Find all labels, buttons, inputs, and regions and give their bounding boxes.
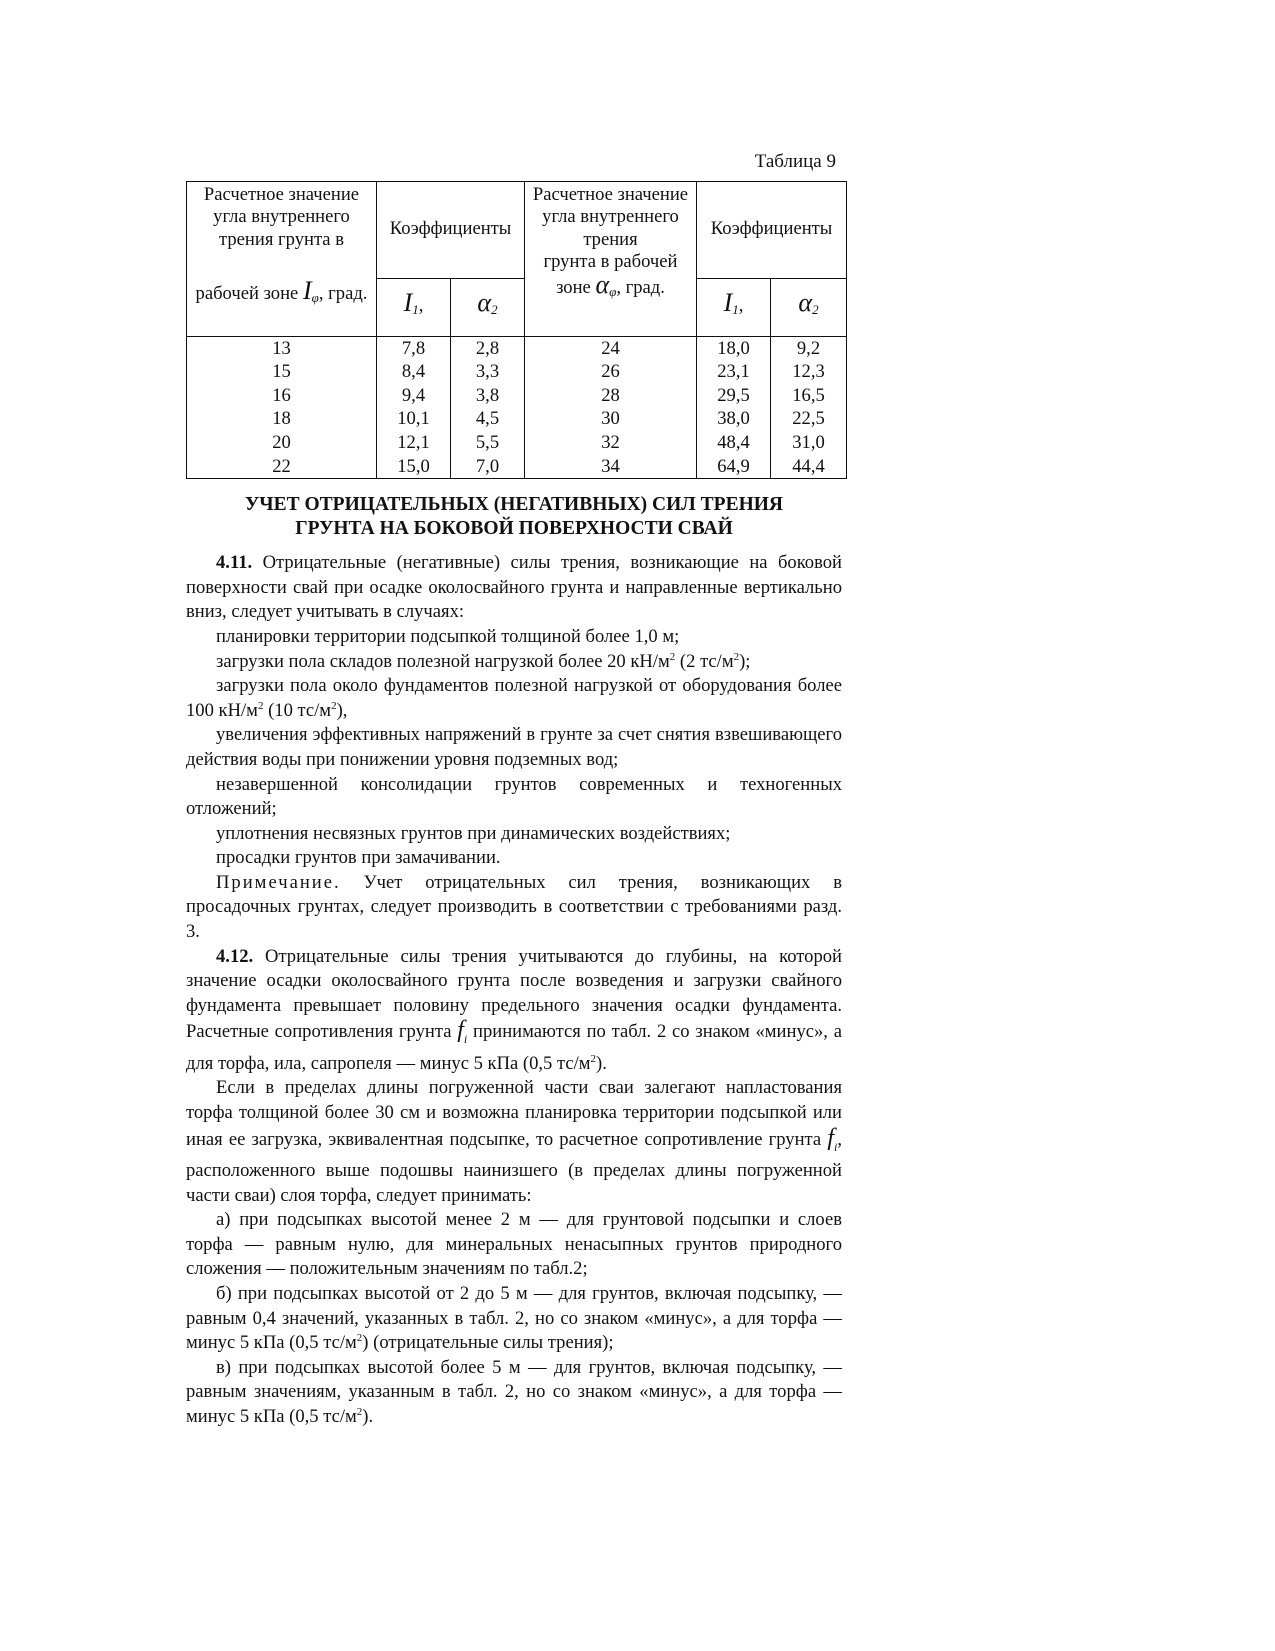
clause-number: 4.12. <box>216 945 254 967</box>
superscript: 2 <box>356 1331 363 1344</box>
cell: 15 <box>187 360 377 384</box>
header-I1-right <box>697 278 771 336</box>
col4-header-unit: , град. <box>616 276 665 298</box>
cell: 16 <box>187 384 377 408</box>
superscript: 2 <box>590 1052 597 1065</box>
cell: 18,0 <box>697 336 771 360</box>
heading-line-1: УЧЕТ ОТРИЦАТЕЛЬНЫХ (НЕГАТИВНЫХ) СИЛ ТРЕНИЯ <box>244 494 783 516</box>
cell: 12,3 <box>771 360 847 384</box>
cell: 12,1 <box>377 431 451 455</box>
text: ) (отрицательные силы трения); <box>362 1332 614 1354</box>
symbol-f: f <box>827 1124 834 1151</box>
list-item-b <box>186 1282 842 1356</box>
text: , расположенного выше подошвы наинизшего (в пределах длины погруженной части сваи) слоя торфа, следует принимать: <box>186 1128 842 1206</box>
col1-header <box>187 181 377 336</box>
coef-header-left: Коэффициенты <box>377 181 525 278</box>
text: ); <box>739 650 751 672</box>
symbol-I-2: I <box>403 288 413 318</box>
cell: 7,0 <box>451 455 525 479</box>
superscript: 2 <box>257 699 264 712</box>
cell: 48,4 <box>697 431 771 455</box>
symbol-alpha: α <box>595 269 610 299</box>
paragraph-4-11 <box>186 551 842 625</box>
cell: 20 <box>187 431 377 455</box>
text: загрузки пола около фундаментов полезной нагрузкой от оборудования более 100 кН/м <box>186 675 842 721</box>
cell: 8,4 <box>377 360 451 384</box>
table-row <box>187 431 847 455</box>
cell: 23,1 <box>697 360 771 384</box>
header-I1-left <box>377 278 451 336</box>
cell: 34 <box>525 455 697 479</box>
cell: 38,0 <box>697 407 771 431</box>
col4-header-text-2: грунта в рабочей зоне <box>543 251 678 298</box>
list-item: уплотнения несвязных грунтов при динамических воздействиях; <box>216 822 731 844</box>
cell: 18 <box>187 407 377 431</box>
coef-header-right: Коэффициенты <box>697 181 847 278</box>
cell: 13 <box>187 336 377 360</box>
cell: 3,3 <box>451 360 525 384</box>
cell: 44,4 <box>771 455 847 479</box>
clause-number: 4.11. <box>216 552 253 574</box>
cell: 10,1 <box>377 407 451 431</box>
cell: 26 <box>525 360 697 384</box>
symbol-I: I <box>302 275 312 305</box>
sub-1: 1 <box>412 302 419 318</box>
symbol-alpha-3: α <box>798 288 813 318</box>
cell: 9,4 <box>377 384 451 408</box>
list-item-c <box>186 1356 842 1430</box>
comma-b: , <box>738 295 744 317</box>
col4-header <box>525 181 697 336</box>
symbol-I-3: I <box>723 288 733 318</box>
superscript: 2 <box>356 1405 363 1418</box>
cell: 24 <box>525 336 697 360</box>
cell: 3,8 <box>451 384 525 408</box>
table-row <box>187 384 847 408</box>
note <box>186 871 842 945</box>
list-item: планировки территории подсыпкой толщиной более 1,0 м; <box>216 625 680 647</box>
cell: 5,5 <box>451 431 525 455</box>
symbol-phi-sub: φ <box>311 289 319 305</box>
superscript: 2 <box>331 699 337 712</box>
superscript: 2 <box>733 650 740 663</box>
cell: 2,8 <box>451 336 525 360</box>
table-header-row-1 <box>187 181 847 278</box>
cell: 22 <box>187 455 377 479</box>
cell: 28 <box>525 384 697 408</box>
list-item-a: а) при подсыпках высотой менее 2 м — для грунтовой подсыпки и слоев торфа — равным нулю, для минеральных ненасыпных грунтов природного сложения — положительным значениям по табл.2; <box>186 1209 842 1280</box>
text: ), <box>336 699 348 721</box>
table-9 <box>186 181 847 480</box>
symbol-f-i <box>457 1017 468 1047</box>
cell: 15,0 <box>377 455 451 479</box>
symbol-f: f <box>457 1017 464 1044</box>
sub-i: i <box>834 1139 838 1154</box>
table-row <box>187 360 847 384</box>
text: б) при подсыпках высотой от 2 до 5 м — для грунтов, включая подсыпку, — равным 0,4 значений, указанных в табл. 2, но со знаком «минус», а для торфа — минус 5 кПа (0,5 тс/м <box>186 1282 842 1354</box>
cell: 4,5 <box>451 407 525 431</box>
list-item: просадки грунтов при замачивании. <box>216 847 501 869</box>
note-text: Учет отрицательных сил трения, возникающих в просадочных грунтах, следует производить в соответствии с требованиями разд. 3. <box>186 871 842 943</box>
header-a2-left <box>451 278 525 336</box>
col1-header-text: Расчетное значение угла внутреннего трения грунта в <box>203 183 360 250</box>
symbol-f-i <box>827 1124 838 1154</box>
cell: 64,9 <box>697 455 771 479</box>
table-caption: Таблица 9 <box>754 151 836 172</box>
text: загрузки пола складов полезной нагрузкой более 20 кН/м <box>216 650 670 672</box>
paragraph-text: Отрицательные (негативные) силы трения, возникающие на боковой поверхности свай при осадке околосвайного грунта и направленные вертикально вниз, следует учитывать в случаях: <box>186 552 842 623</box>
list-item: незавершенной консолидации грунтов современных и техногенных отложений; <box>186 773 842 820</box>
cell: 31,0 <box>771 431 847 455</box>
text: Если в пределах длины погруженной части сваи залегают напластования торфа толщиной более 30 см и возможна планировка территории подсыпкой или иная ее загрузка, эквивалентная подсыпке, то расчетное сопротивление грунта <box>186 1077 842 1150</box>
cell: 9,2 <box>771 336 847 360</box>
heading-line-2: ГРУНТА НА БОКОВОЙ ПОВЕРХНОСТИ СВАЙ <box>295 518 733 540</box>
text: в) при подсыпках высотой более 5 м — для грунтов, включая подсыпку, — равным значениям, указанным в табл. 2, но со знаком «минус», а для торфа — минус 5 кПа (0,5 тс/м <box>186 1356 842 1427</box>
paragraph-4-12 <box>186 945 842 1077</box>
paragraph <box>186 1076 842 1208</box>
cell: 7,8 <box>377 336 451 360</box>
text: Отрицательные силы трения учитываются до глубины, на которой значение осадки околосвайного грунта после возведения и загрузки свайного фундамента превышает половину предельного значения осадки фундамента. Расчетные сопротивления грунта <box>186 945 842 1043</box>
col1-header-unit: , град. <box>318 282 368 304</box>
comma: , <box>418 295 424 317</box>
list-item <box>186 674 842 723</box>
text: ). <box>362 1405 374 1427</box>
col1-header-text-2: рабочей зоне <box>195 282 299 304</box>
cell: 32 <box>525 431 697 455</box>
header-a2-right <box>771 278 847 336</box>
symbol-alpha-2: α <box>477 288 492 318</box>
text: ). <box>596 1052 607 1074</box>
table-row <box>187 407 847 431</box>
table-row <box>187 336 847 360</box>
text: (2 тс/м <box>675 650 734 672</box>
col4-header-text: Расчетное значение угла внутреннего трения <box>532 183 689 250</box>
cell: 29,5 <box>697 384 771 408</box>
symbol-phi-sub-2: φ <box>609 283 617 299</box>
list-item <box>186 650 842 675</box>
cell: 30 <box>525 407 697 431</box>
section-heading <box>186 493 842 541</box>
table-row <box>187 455 847 479</box>
text: принимаются по табл. 2 со знаком «минус», а для торфа, ила, сапропеля — минус 5 кПа (0,5 тс/м <box>186 1021 842 1074</box>
sub-i: i <box>463 1032 468 1047</box>
sub-1-b: 1 <box>732 302 739 318</box>
list-item: увеличения эффективных напряжений в грунте за счет снятия взвешивающего действия воды при понижении уровня подземных вод; <box>186 724 842 770</box>
cell: 22,5 <box>771 407 847 431</box>
sub-2: 2 <box>491 302 498 318</box>
text: (10 тс/м <box>263 699 332 721</box>
cell: 16,5 <box>771 384 847 408</box>
note-label: Примечание. <box>216 871 341 893</box>
superscript: 2 <box>669 650 676 663</box>
document-page <box>186 150 842 1430</box>
sub-2-b: 2 <box>812 302 819 318</box>
